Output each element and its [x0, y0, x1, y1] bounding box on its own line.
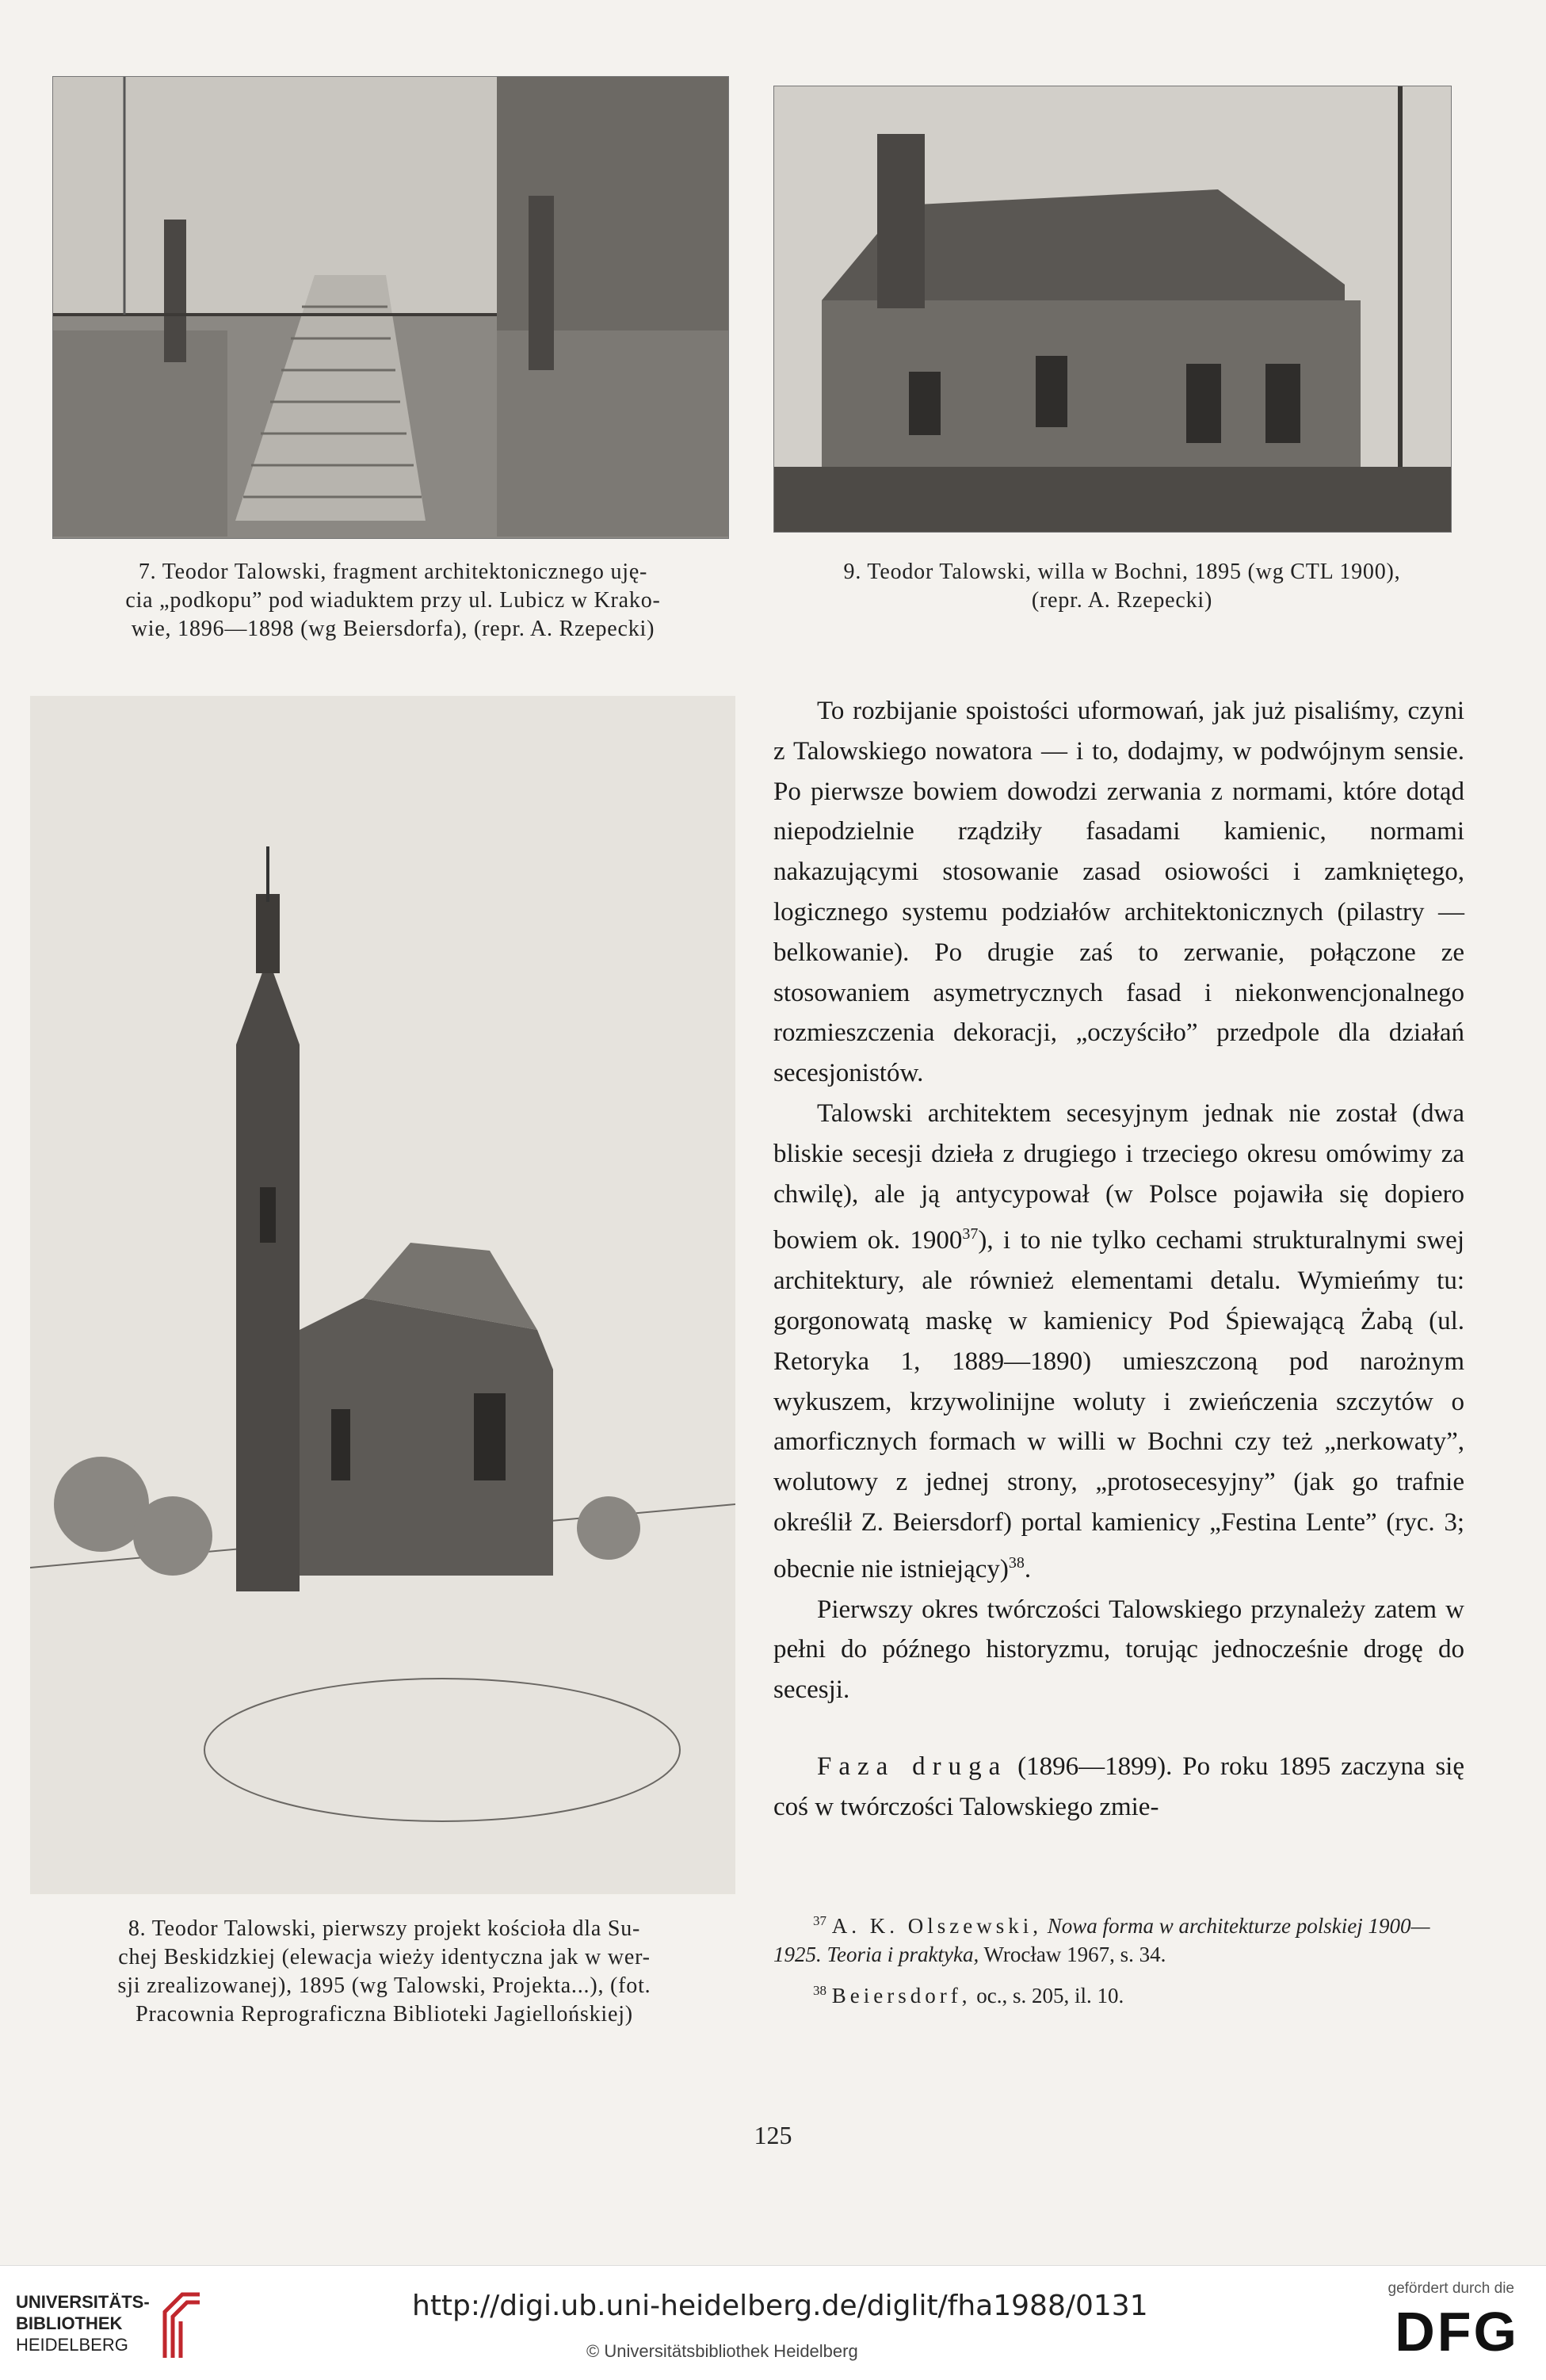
paragraph-3: Pierwszy okres twórczości Talowskiego przynależy zatem w pełni do późnego historyzmu, torując jednocześnie drogę do secesji. — [773, 1595, 1464, 1705]
figure-7-caption — [44, 558, 742, 644]
figure-9-caption — [765, 558, 1479, 615]
paragraph-2-part-c: . — [1024, 1554, 1032, 1583]
library-name[interactable] — [16, 2291, 150, 2355]
caption-line: chej Beskidzkiej (elewacja wieży identyczna jak w wer- — [118, 1945, 651, 1969]
figure-9-photo — [773, 86, 1452, 533]
footnote-ref-37[interactable]: 37 — [962, 1225, 979, 1243]
page-number: 125 — [754, 2121, 792, 2149]
permalink-url[interactable]: http://digi.ub.uni-heidelberg.de/diglit/fha1988/0131 — [412, 2290, 1148, 2322]
caption-line: wie, 1896—1898 (wg Beiersdorfa), (repr. A. Rzepecki) — [131, 617, 655, 641]
library-logo-icon[interactable] — [158, 2288, 203, 2359]
footnote-38 — [773, 1977, 1471, 2010]
caption-line: 8. Teodor Talowski, pierwszy projekt kościoła dla Su- — [128, 1916, 641, 1941]
caption-line: Pracownia Reprograficzna Biblioteki Jagiellońskiej) — [136, 2002, 633, 2027]
paragraph-2-part-a: Talowski architektem secesyjnym jednak nie został (dwa bliskie secesji dzieła z drugiego i trzeciego okresu omówimy za chwilę), ale ją antycypował (w Polsce pojawiła się dopiero bowiem ok. 1900 — [773, 1098, 1464, 1255]
footnote-title: Nowa forma w architekturze polskiej 1900—1925. Teoria i praktyka, — [773, 1914, 1430, 1966]
footnote-reference: oc., s. 205, il. 10. — [976, 1984, 1124, 2008]
footnote-mark: 37 — [813, 1913, 826, 1928]
footnotes — [773, 1907, 1471, 2018]
dfg-funding-note: gefördert durch die — [1388, 2280, 1514, 2297]
library-name-line: UNIVERSITÄTS- — [16, 2292, 150, 2312]
dfg-logo[interactable]: DFG — [1395, 2301, 1519, 2363]
footnote-author: Beiersdorf, — [831, 1984, 971, 2008]
caption-line: 7. Teodor Talowski, fragment architektonicznego uję- — [138, 560, 648, 584]
article-body — [773, 691, 1464, 1828]
caption-line: cia „podkopu” pod wiaduktem przy ul. Lubicz w Krako- — [125, 588, 661, 613]
footnote-ref-38[interactable]: 38 — [1008, 1553, 1025, 1572]
section-heading-faza-druga: Faza druga — [817, 1752, 1008, 1781]
figure-8-caption — [24, 1915, 745, 2029]
footnote-37 — [773, 1907, 1471, 1969]
footnote-publication: Wrocław 1967, s. 34. — [983, 1943, 1166, 1966]
paragraph-1: To rozbijanie spoistości uformowań, jak już pisaliśmy, czyni z Talowskiego nowatora — i to, dodajmy, w podwójnym sensie. Po pierwsze bowiem dowodzi zerwania z normami, które dotąd niepodzielnie rządziły fasadami kamienic, normami nakazującymi stosowanie zasad osiowości i zamkniętego, logicznego systemu podziałów architektonicznych (pilastry — belkowanie). Po drugie zaś to zerwanie, połączone ze stosowaniem asymetrycznych fasad i niekonwencjonalnego rozmieszczenia dekoracji, „oczyściło” przedpole dla działań secesjonistów. — [773, 697, 1464, 1088]
figure-8-drawing — [30, 696, 735, 1894]
paragraph-2-part-b: ), i to nie tylko cechami strukturalnymi swej architektury, ale również elementami detalu. Wymieńmy tu: gorgonowatą maskę w kamienicy Pod Śpiewającą Żabą (ul. Retoryka 1, 1889—1890) umieszczoną pod narożnym wykuszem, krzywolinijne woluty i zwieńczenia szczytów o amorficznych formach w willi w Bochni czy też „nerkowaty”, wolutowy z jednej strony, „protosecesyjny” (jak go trafnie określił Z. Beiersdorf) portal kamienicy „Festina Lente” (ryc. 3; obecnie nie istniejący) — [773, 1226, 1464, 1583]
paragraph-4 — [773, 1747, 1464, 1828]
footnote-author: A. K. Olszewski, — [831, 1914, 1042, 1938]
caption-line: sji zrealizowanej), 1895 (wg Talowski, Projekta...), (fot. — [117, 1973, 651, 1998]
figure-7-photo — [52, 76, 729, 539]
library-name-line: HEIDELBERG — [16, 2335, 128, 2355]
footnote-mark: 38 — [813, 1983, 826, 1998]
library-name-line: BIBLIOTHEK — [16, 2313, 123, 2333]
caption-line: (repr. A. Rzepecki) — [1031, 588, 1213, 613]
copyright-notice: © Universitätsbibliothek Heidelberg — [586, 2341, 858, 2361]
footer-bar — [0, 2265, 1546, 2380]
caption-line: 9. Teodor Talowski, willa w Bochni, 1895 (wg CTL 1900), — [843, 560, 1401, 584]
paragraph-4-text: (1896—1899). Po roku 1895 zaczyna się coś w twórczości Talowskiego zmie- — [773, 1752, 1464, 1821]
paragraph-2 — [773, 1094, 1464, 1590]
